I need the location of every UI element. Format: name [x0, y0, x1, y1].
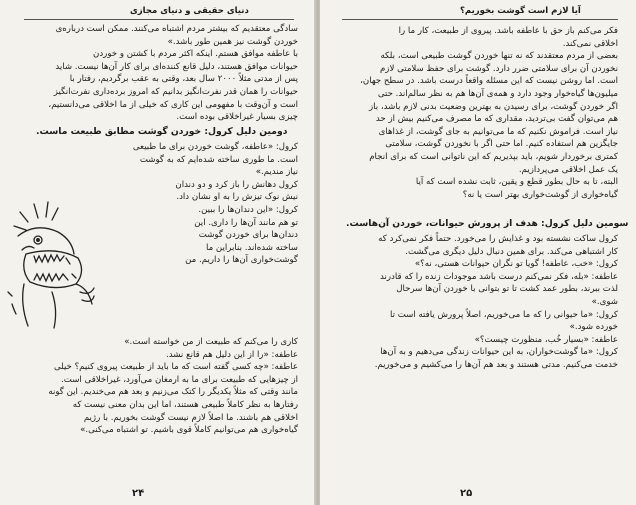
hair-strokes: [14, 202, 58, 230]
text-line: کرول دهانش را باز کرد و دو دندان: [175, 179, 298, 190]
text-line: با عاطفه موافق هستم. اینکه اکثر مردم با کشتن و خوردن: [93, 49, 298, 60]
sketch-marks: [8, 292, 16, 314]
text-line: گیاه‌خواری از گوشت‌خواری بهتر است یا نه؟: [462, 189, 618, 200]
text-line: کاری را می‌کنم که طبیعت از من خواسته است.»: [124, 337, 298, 347]
text-line: عاطفه: «بسیار خُب، منظورت چیست؟»: [474, 334, 618, 345]
text-line: از چیزهایی که طبیعت برای ما به ارمغان می‌آورد، غیراخلاقی است.: [61, 374, 298, 385]
section-heading: دومین دلیل کرول: خوردن گوشت مطابق طبیعت ماست.: [36, 126, 288, 137]
text-line: کرول ساکت نشسته بود و غذایش را می‌خورد. حتماً فکر نمی‌کرد که: [378, 234, 618, 244]
text-line: حیوانات را همان قدر نفرت‌انگیز بدانیم که امروز برده‌داری نفرت‌انگیز: [53, 86, 298, 97]
section-heading: سومین دلیل کرول: هدف از پرورش حیوانات، خوردن آن‌هاست.: [346, 218, 629, 229]
text-line: اخلاقی هم باشند. ما اصلاً لازم نیست گوشت بخوریم. با رژیم: [83, 412, 298, 423]
text-line: نخوردن آن برای سلامتی ضرر دارد. گوشت برای حفظ سلامتی لازم: [379, 63, 618, 74]
text-line: است و آن‌وقت با مفهومی این کاری که خیلی از ما اخلاقی می‌دانستیم،: [48, 99, 298, 110]
page-number: ۲۴: [132, 488, 145, 499]
text-line: رفتارها به نظر کاملاً طبیعی هستند، اما این بدان معنی نیست که: [72, 399, 298, 410]
text-line: اخلاقی نمی‌کند.: [562, 38, 618, 49]
text-line: خورده شود.»: [569, 322, 618, 333]
lower-teeth: [34, 274, 68, 281]
text-line: است. ما طوری ساخته شده‌ایم که به گوشت: [139, 154, 298, 165]
text-line: تو هم مانند آن‌ها را داری. این: [194, 217, 298, 228]
text-line: کرول: «ما حیوانی را که ما می‌خوریم، اصلاً پرورش یافته است تا: [389, 309, 618, 320]
text-line: شوی.»: [591, 296, 618, 307]
fingers: [80, 288, 94, 301]
text-line: نیاز است. فراموش نکنیم که ما می‌توانیم به جای گوشت، از غذاهای: [378, 126, 618, 137]
right-para-1: [340, 26, 618, 202]
left-para-1: [22, 24, 298, 125]
text-line: اگر خوردن گوشت، برای رسیدن به بهترین وضعیت بدنی لازم باشد، باز: [369, 101, 618, 112]
text-line: کار اشتباهی می‌کند. برای همین دنبال دلیل دیگری می‌گشت.: [405, 246, 618, 257]
text-line: ساخته شده‌اند. بنابراین ما: [205, 242, 298, 253]
text-line: مانند وقتی که مثلاً یکدیگر را کتک می‌زنیم و بعد هم می‌خندیم. این گونه: [48, 387, 298, 398]
text-line: عاطفه: «بله، فکر نمی‌کنم درست باشد موجودات زنده را که قادرند: [380, 271, 618, 282]
head-outline: [18, 228, 74, 254]
text-line: البته، تا به حال بطور قطع و یقین، ثابت نشده است که آیا: [415, 177, 618, 188]
text-line: کرول: «ما گوشت‌خواران، به این حیوانات زندگی می‌دهیم و به آن‌ها: [380, 347, 618, 358]
left-para-2a: [100, 142, 298, 268]
running-header: آیا لازم است گوشت بخوریم؟: [460, 6, 581, 16]
text-line: کمتری برخوردار شویم، باید بپذیریم که این ناتوانی است که برای انجام: [369, 151, 618, 162]
left-para-2b: [22, 337, 298, 438]
text-line: جایگزین هم استفاده کنیم. اما حتی اگر با نخوردن گوشت، سلامتی: [385, 139, 618, 150]
text-line: گیاه‌خواری هم می‌توانیم کاملاً قوی باشیم. تو اشتباه می‌کنی.»: [80, 425, 298, 436]
left-page: [0, 0, 316, 505]
text-line: نیش نوک تیزش را به او نشان داد.: [176, 192, 298, 203]
text-line: چیزی بسیار غیراخلاقی بوده است.: [176, 112, 298, 123]
text-line: خدمت می‌کنیم. مدتی هستند و بعد هم آن‌ها را می‌کشیم و می‌خوریم.: [374, 359, 618, 370]
text-line: کرول: «خب، عاطفه! گویا تو نگران حیوانات هستی، نه؟»: [414, 259, 618, 270]
running-header: دنیای حقیقی و دنیای مجازی: [130, 6, 249, 16]
text-line: عاطفه: «را از این دلیل هم قانع نشد.: [165, 349, 298, 360]
neck-lines: [23, 284, 56, 328]
text-line: است. اما روشن نیست که این مسئله واقعاً درست باشد. در سطح جهان،: [360, 76, 618, 87]
text-line: دندان‌ها برای خوردن گوشت: [198, 230, 298, 241]
text-line: نیاز مندیم.»: [255, 167, 298, 178]
text-line: بعضی از مردم معتقدند که نه تنها خوردن گوشت طبیعی است، بلکه: [380, 51, 618, 62]
text-line: کرول: «این دندان‌ها را ببین.: [198, 204, 298, 215]
page-number: ۲۵: [460, 488, 473, 499]
text-line: گوشت‌خواری آن‌ها را داریم. من: [185, 255, 298, 266]
open-mouth: [24, 251, 82, 288]
right-page: [320, 0, 636, 505]
fangs: [66, 258, 76, 278]
upper-teeth: [34, 255, 64, 262]
nose: [22, 246, 34, 250]
text-line: سادگی معتقدیم که بیشتر مردم اشتباه می‌کنند. ممکن است درباره‌ی: [55, 24, 298, 34]
header-rule: [24, 19, 294, 20]
header-rule: [342, 19, 618, 20]
text-line: هم می‌توان گفت بی‌تردید، مقداری که ما مصرف می‌کنیم بیش از حد: [375, 114, 618, 125]
text-line: حیوانات موافق هستند، دلیل قانع کننده‌ای برای کار آن‌ها نیست. شاید: [55, 61, 298, 72]
text-line: کرول: «عاطفه، گوشت خوردن برای ما طبیعی: [132, 142, 298, 152]
text-line: عاطفه: «چه کسی گفته است که ما باید از طبیعت پیروی کنیم؟ خیلی: [53, 362, 298, 373]
right-para-2: [340, 234, 618, 373]
text-line: یک عمل اخلاقی می‌پردازیم.: [518, 164, 618, 175]
text-line: فکر می‌کنم باز حق با عاطفه باشد. پیروی از طبیعت، کار ما را: [398, 26, 618, 36]
man-showing-teeth-illustration: [6, 192, 96, 332]
text-line: خوردن گوشت نیز همین طور باشد.»: [167, 36, 298, 47]
text-line: پس از مدتی مثلاً ۲۰۰۰ سال بعد، وقتی به عقب برگردیم، رفتار با: [69, 74, 298, 85]
text-line: لذت ببرند، بطور عمد کشت تا تو بتوانی با خوردن آن‌ها سرحال: [396, 284, 618, 295]
text-line: میلیون‌ها گیاه‌خوار وجود دارد و همه‌ی آن‌ها هم به نظر سالم‌اند. حتی: [377, 88, 618, 99]
